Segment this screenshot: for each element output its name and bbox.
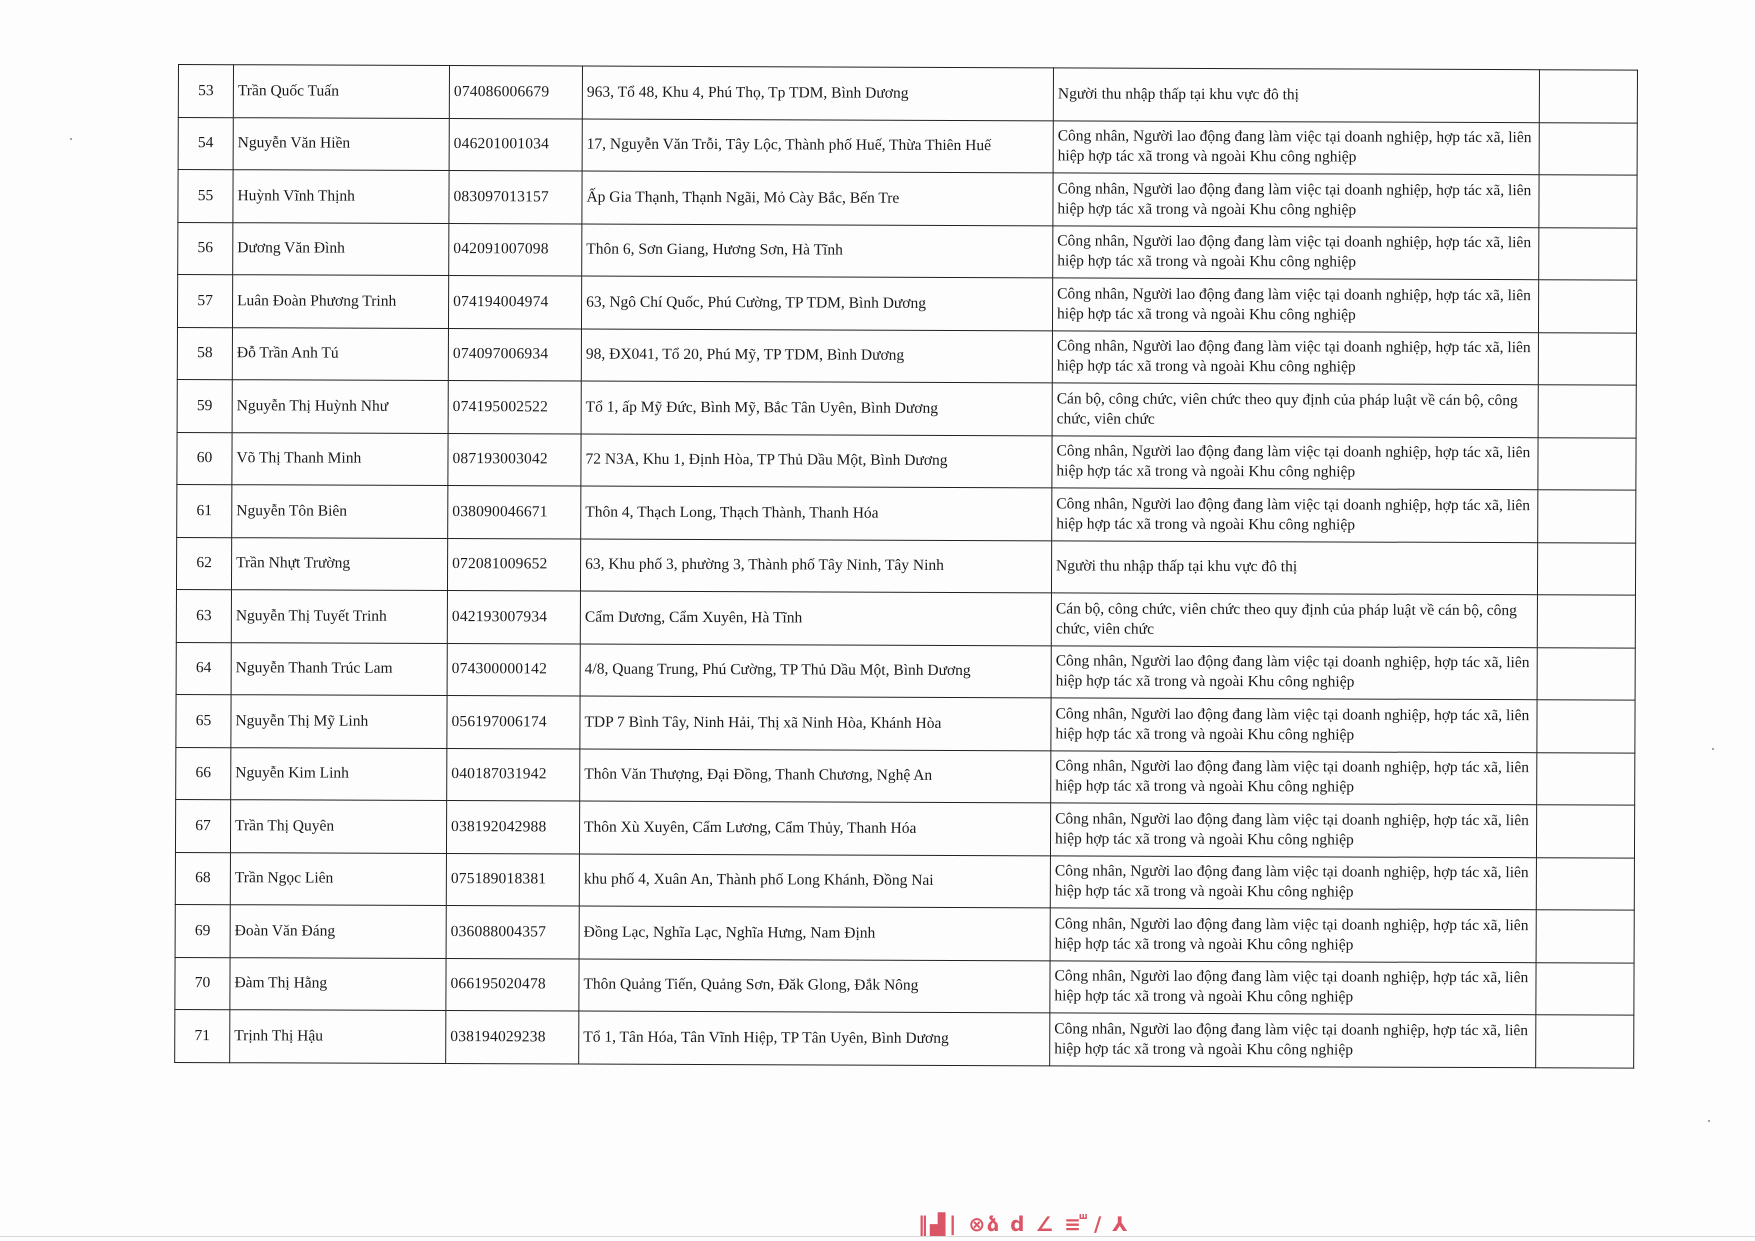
id-number-cell: 056197006174 [447, 696, 580, 749]
category-cell: Công nhân, Người lao động đang làm việc tại doanh nghiệp, hợp tác xã, liên hiệp hợp tác xã trong và ngoài Khu công nghiệp [1051, 750, 1537, 804]
category-cell: Người thu nhập thấp tại khu vực đô thị [1051, 540, 1537, 594]
full-name-cell: Luân Đoàn Phương Trinh [232, 275, 448, 328]
full-name-cell: Trịnh Thị Hậu [230, 1010, 446, 1063]
note-cell [1538, 437, 1636, 490]
row-number-cell: 54 [178, 117, 233, 170]
id-number-cell: 074194004974 [448, 276, 581, 329]
full-name-cell: Trần Thị Quyên [230, 800, 446, 853]
table-row [175, 904, 1634, 962]
note-cell [1537, 542, 1635, 595]
category-cell: Công nhân, Người lao động đang làm việc tại doanh nghiệp, hợp tác xã, liên hiệp hợp tác xã trong và ngoài Khu công nghiệp [1053, 173, 1539, 227]
id-number-cell: 074086006679 [449, 66, 582, 119]
category-cell: Công nhân, Người lao động đang làm việc tại doanh nghiệp, hợp tác xã, liên hiệp hợp tác xã trong và ngoài Khu công nghiệp [1050, 855, 1536, 909]
table-row [178, 170, 1637, 228]
note-cell [1536, 962, 1634, 1015]
address-cell: Đồng Lạc, Nghĩa Lạc, Nghĩa Hưng, Nam Định [579, 906, 1050, 960]
row-number-cell: 58 [177, 327, 232, 380]
table-row [177, 484, 1636, 542]
note-cell [1539, 227, 1637, 280]
note-cell [1537, 752, 1635, 805]
id-number-cell: 072081009652 [447, 538, 580, 591]
full-name-cell: Nguyễn Kim Linh [231, 747, 447, 800]
full-name-cell: Nguyễn Thị Mỹ Linh [231, 695, 447, 748]
id-number-cell: 066195020478 [446, 958, 579, 1011]
category-cell: Công nhân, Người lao động đang làm việc tại doanh nghiệp, hợp tác xã, liên hiệp hợp tác xã trong và ngoài Khu công nghiệp [1053, 225, 1539, 279]
full-name-cell: Nguyễn Tôn Biên [232, 485, 448, 538]
id-number-cell: 074195002522 [448, 381, 581, 434]
note-cell [1539, 70, 1637, 123]
id-number-cell: 040187031942 [447, 748, 580, 801]
row-number-cell: 60 [177, 432, 232, 485]
id-number-cell: 042193007934 [447, 591, 580, 644]
address-cell: 98, ĐX041, Tổ 20, Phú Mỹ, TP TDM, Bình Dương [581, 329, 1052, 383]
note-cell [1538, 332, 1636, 385]
note-cell [1537, 647, 1635, 700]
table-row [178, 117, 1637, 175]
note-cell [1538, 385, 1636, 438]
scan-speck [70, 138, 72, 140]
full-name-cell: Trần Ngọc Liên [230, 852, 446, 905]
id-number-cell: 087193003042 [448, 433, 581, 486]
id-number-cell: 074097006934 [448, 328, 581, 381]
full-name-cell: Đỗ Trần Anh Tú [232, 327, 448, 380]
category-cell: Công nhân, Người lao động đang làm việc tại doanh nghiệp, hợp tác xã, liên hiệp hợp tác xã trong và ngoài Khu công nghiệp [1052, 488, 1538, 542]
address-cell: Tổ 1, Tân Hóa, Tân Vĩnh Hiệp, TP Tân Uyên, Bình Dương [579, 1011, 1050, 1065]
full-name-cell: Nguyễn Thị Huỳnh Như [232, 380, 448, 433]
scan-speck [1708, 1120, 1710, 1122]
scan-speck [1712, 748, 1714, 750]
id-number-cell: 074300000142 [447, 643, 580, 696]
address-cell: TDP 7 Bình Tây, Ninh Hải, Thị xã Ninh Hòa, Khánh Hòa [580, 696, 1051, 750]
category-cell: Công nhân, Người lao động đang làm việc tại doanh nghiệp, hợp tác xã, liên hiệp hợp tác xã trong và ngoài Khu công nghiệp [1050, 1013, 1536, 1067]
row-number-cell: 64 [176, 642, 231, 695]
row-number-cell: 63 [176, 589, 231, 642]
category-cell: Công nhân, Người lao động đang làm việc tại doanh nghiệp, hợp tác xã, liên hiệp hợp tác xã trong và ngoài Khu công nghiệp [1050, 908, 1536, 962]
id-number-cell: 042091007098 [449, 223, 582, 276]
note-cell [1537, 700, 1635, 753]
address-cell: Thôn Xù Xuyên, Cẩm Lương, Cẩm Thủy, Thanh Hóa [579, 801, 1050, 855]
table-row [176, 747, 1635, 805]
full-name-cell: Nguyễn Thanh Trúc Lam [231, 642, 447, 695]
row-number-cell: 66 [176, 747, 231, 800]
records-table [174, 64, 1638, 1068]
address-cell: 63, Khu phố 3, phường 3, Thành phố Tây Ninh, Tây Ninh [580, 539, 1051, 593]
table-row [176, 537, 1635, 595]
row-number-cell: 69 [175, 904, 230, 957]
table-row [175, 957, 1634, 1015]
address-cell: 63, Ngô Chí Quốc, Phú Cường, TP TDM, Bình Dương [581, 276, 1052, 330]
category-cell: Công nhân, Người lao động đang làm việc tại doanh nghiệp, hợp tác xã, liên hiệp hợp tác xã trong và ngoài Khu công nghiệp [1050, 803, 1536, 857]
row-number-cell: 57 [177, 275, 232, 328]
address-cell: Tổ 1, ấp Mỹ Đức, Bình Mỹ, Bắc Tân Uyên, Bình Dương [581, 381, 1052, 435]
id-number-cell: 038192042988 [446, 801, 579, 854]
category-cell: Cán bộ, công chức, viên chức theo quy định của pháp luật về cán bộ, công chức, viên chức [1051, 593, 1537, 647]
id-number-cell: 046201001034 [449, 118, 582, 171]
id-number-cell: 038194029238 [446, 1011, 579, 1064]
address-cell: Thôn Quảng Tiến, Quảng Sơn, Đăk Glong, Đắk Nông [579, 959, 1050, 1013]
category-cell: Người thu nhập thấp tại khu vực đô thị [1053, 68, 1539, 122]
category-cell: Công nhân, Người lao động đang làm việc tại doanh nghiệp, hợp tác xã, liên hiệp hợp tác xã trong và ngoài Khu công nghiệp [1051, 698, 1537, 752]
note-cell [1537, 595, 1635, 648]
table-row [177, 432, 1636, 490]
full-name-cell: Trần Nhựt Trường [231, 537, 447, 590]
address-cell: 4/8, Quang Trung, Phú Cường, TP Thủ Dầu Một, Bình Dương [580, 644, 1051, 698]
row-number-cell: 55 [178, 170, 233, 223]
address-cell: 17, Nguyễn Văn Trỗi, Tây Lộc, Thành phố Huế, Thừa Thiên Huế [582, 119, 1053, 173]
category-cell: Cán bộ, công chức, viên chức theo quy định của pháp luật về cán bộ, công chức, viên chức [1052, 383, 1538, 437]
table-row [176, 642, 1635, 700]
row-number-cell: 70 [175, 957, 230, 1010]
row-number-cell: 62 [176, 537, 231, 590]
table-row [175, 799, 1634, 857]
note-cell [1536, 805, 1634, 858]
red-stamp-marks: ‖▟∣ ⊗ձ ⅾ ∠ ≡ⷲ ∕ ⅄ [918, 1212, 1130, 1236]
row-number-cell: 59 [177, 379, 232, 432]
row-number-cell: 53 [178, 65, 233, 118]
address-cell: 72 N3A, Khu 1, Định Hòa, TP Thủ Dầu Một, Bình Dương [581, 434, 1052, 488]
note-cell [1536, 857, 1634, 910]
id-number-cell: 075189018381 [446, 853, 579, 906]
full-name-cell: Huỳnh Vĩnh Thịnh [233, 170, 449, 223]
row-number-cell: 65 [176, 694, 231, 747]
full-name-cell: Đoàn Văn Đáng [230, 905, 446, 958]
category-cell: Công nhân, Người lao động đang làm việc tại doanh nghiệp, hợp tác xã, liên hiệp hợp tác xã trong và ngoài Khu công nghiệp [1051, 645, 1537, 699]
table-row [175, 852, 1634, 910]
table-row [178, 222, 1637, 280]
category-cell: Công nhân, Người lao động đang làm việc tại doanh nghiệp, hợp tác xã, liên hiệp hợp tác xã trong và ngoài Khu công nghiệp [1050, 960, 1536, 1014]
row-number-cell: 71 [175, 1009, 230, 1062]
category-cell: Công nhân, Người lao động đang làm việc tại doanh nghiệp, hợp tác xã, liên hiệp hợp tác xã trong và ngoài Khu công nghiệp [1052, 435, 1538, 489]
row-number-cell: 61 [177, 484, 232, 537]
full-name-cell: Võ Thị Thanh Minh [232, 432, 448, 485]
address-cell: Thôn 4, Thạch Long, Thạch Thành, Thanh Hóa [581, 486, 1052, 540]
category-cell: Công nhân, Người lao động đang làm việc tại doanh nghiệp, hợp tác xã, liên hiệp hợp tác xã trong và ngoài Khu công nghiệp [1052, 278, 1538, 332]
id-number-cell: 083097013157 [449, 171, 582, 224]
table-row [175, 1009, 1634, 1067]
page-bottom-edge [0, 1236, 1755, 1237]
full-name-cell: Dương Văn Đình [233, 222, 449, 275]
row-number-cell: 67 [175, 799, 230, 852]
note-cell [1539, 122, 1637, 175]
address-cell: 963, Tổ 48, Khu 4, Phú Thọ, Tp TDM, Bình Dương [582, 66, 1053, 120]
id-number-cell: 038090046671 [448, 486, 581, 539]
table-row [176, 694, 1635, 752]
address-cell: Ấp Gia Thạnh, Thạnh Ngãi, Mỏ Cày Bắc, Bến Tre [582, 171, 1053, 225]
full-name-cell: Đàm Thị Hằng [230, 957, 446, 1010]
address-cell: khu phố 4, Xuân An, Thành phố Long Khánh, Đồng Nai [579, 854, 1050, 908]
table-row [176, 589, 1635, 647]
table-row [177, 275, 1636, 333]
address-cell: Thôn Văn Thượng, Đại Đồng, Thanh Chương, Nghệ An [580, 749, 1051, 803]
full-name-cell: Trần Quốc Tuấn [233, 65, 449, 118]
row-number-cell: 68 [175, 852, 230, 905]
note-cell [1539, 175, 1637, 228]
note-cell [1538, 280, 1636, 333]
note-cell [1536, 1015, 1634, 1068]
id-number-cell: 036088004357 [446, 906, 579, 959]
table-row [177, 327, 1636, 385]
full-name-cell: Nguyễn Văn Hiền [233, 117, 449, 170]
category-cell: Công nhân, Người lao động đang làm việc tại doanh nghiệp, hợp tác xã, liên hiệp hợp tác xã trong và ngoài Khu công nghiệp [1052, 330, 1538, 384]
records-table-body [175, 65, 1638, 1068]
table-row [177, 379, 1636, 437]
note-cell [1536, 910, 1634, 963]
full-name-cell: Nguyễn Thị Tuyết Trinh [231, 590, 447, 643]
table-row [178, 65, 1637, 123]
row-number-cell: 56 [178, 222, 233, 275]
records-table-wrapper [174, 64, 1638, 1068]
note-cell [1538, 490, 1636, 543]
address-cell: Cẩm Dương, Cẩm Xuyên, Hà Tĩnh [580, 591, 1051, 645]
address-cell: Thôn 6, Sơn Giang, Hương Sơn, Hà Tĩnh [582, 224, 1053, 278]
category-cell: Công nhân, Người lao động đang làm việc tại doanh nghiệp, hợp tác xã, liên hiệp hợp tác xã trong và ngoài Khu công nghiệp [1053, 120, 1539, 174]
